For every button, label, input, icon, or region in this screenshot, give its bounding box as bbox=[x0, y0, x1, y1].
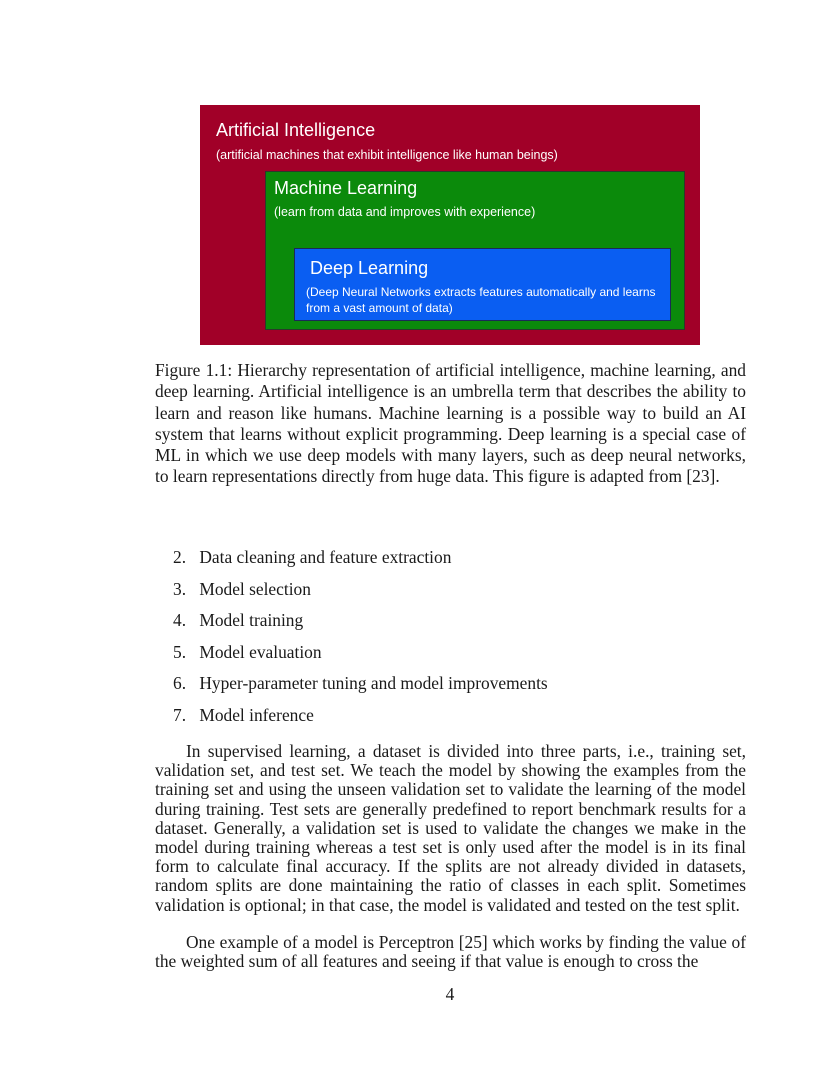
list-item-number: 3. bbox=[173, 578, 187, 599]
list-item-text: Data cleaning and feature extraction bbox=[199, 547, 452, 567]
steps-list bbox=[173, 546, 548, 735]
dl-subtitle: (Deep Neural Networks extracts features automatically and learns from a vast amount of data) bbox=[306, 285, 656, 315]
list-item bbox=[173, 546, 548, 578]
list-item-text: Model evaluation bbox=[199, 641, 322, 662]
page-number: 4 bbox=[445, 984, 455, 1004]
list-item-text: Hyper-parameter tuning and model improvements bbox=[199, 673, 548, 693]
list-item bbox=[173, 704, 548, 736]
paragraph-supervised-learning: In supervised learning, a dataset is divided into three parts, i.e., training set, validation set, and test set. We teach the model by showing the examples from the training set and using the unseen validation set to validate the learning of the model during training. Test sets are generally predefined to report benchmark results for a dataset. Generally, a validation set is used to validate the changes we make in the model during training whereas a test set is only used after the model is in its final form to calculate final accuracy. If the splits are not already divided in datasets, random splits are done maintaining the ratio of classes in each split. Sometimes validation is optional; in that case, the model is validated and tested on the test split. bbox=[155, 741, 746, 915]
list-item bbox=[173, 609, 548, 641]
list-item-number: 7. bbox=[173, 704, 187, 725]
ai-subtitle: (artificial machines that exhibit intelligence like human beings) bbox=[216, 148, 558, 162]
ml-title: Machine Learning bbox=[274, 178, 418, 198]
list-item-number: 6. bbox=[173, 673, 187, 693]
figure-caption: Figure 1.1: Hierarchy representation of artificial intelligence, machine learning, and deep learning. Artificial intelligence is an umbrella term that describes the ability to learn and reason like humans. Machine learning is a possible way to build an AI system that learns without explicit programming. Deep learning is a special case of ML in which we use deep models with many layers, such as deep neural networks, to learn representations directly from huge data. This figure is adapted from [23]. bbox=[155, 360, 746, 487]
list-item-text: Model selection bbox=[199, 578, 311, 599]
list-item-number: 4. bbox=[173, 610, 187, 630]
ai-title: Artificial Intelligence bbox=[216, 120, 376, 140]
list-item-text: Model training bbox=[199, 610, 304, 630]
ml-subtitle: (learn from data and improves with experience) bbox=[274, 205, 536, 219]
list-item-text: Model inference bbox=[199, 704, 314, 725]
list-item bbox=[173, 641, 548, 673]
paragraph-perceptron: One example of a model is Perceptron [25] which works by finding the value of the weighted sum of all features and seeing if that value is enough to cross the bbox=[155, 932, 746, 972]
dl-title: Deep Learning bbox=[310, 258, 429, 278]
list-item bbox=[173, 578, 548, 610]
list-item bbox=[173, 672, 548, 704]
list-item-number: 2. bbox=[173, 547, 187, 567]
list-item-number: 5. bbox=[173, 641, 187, 662]
